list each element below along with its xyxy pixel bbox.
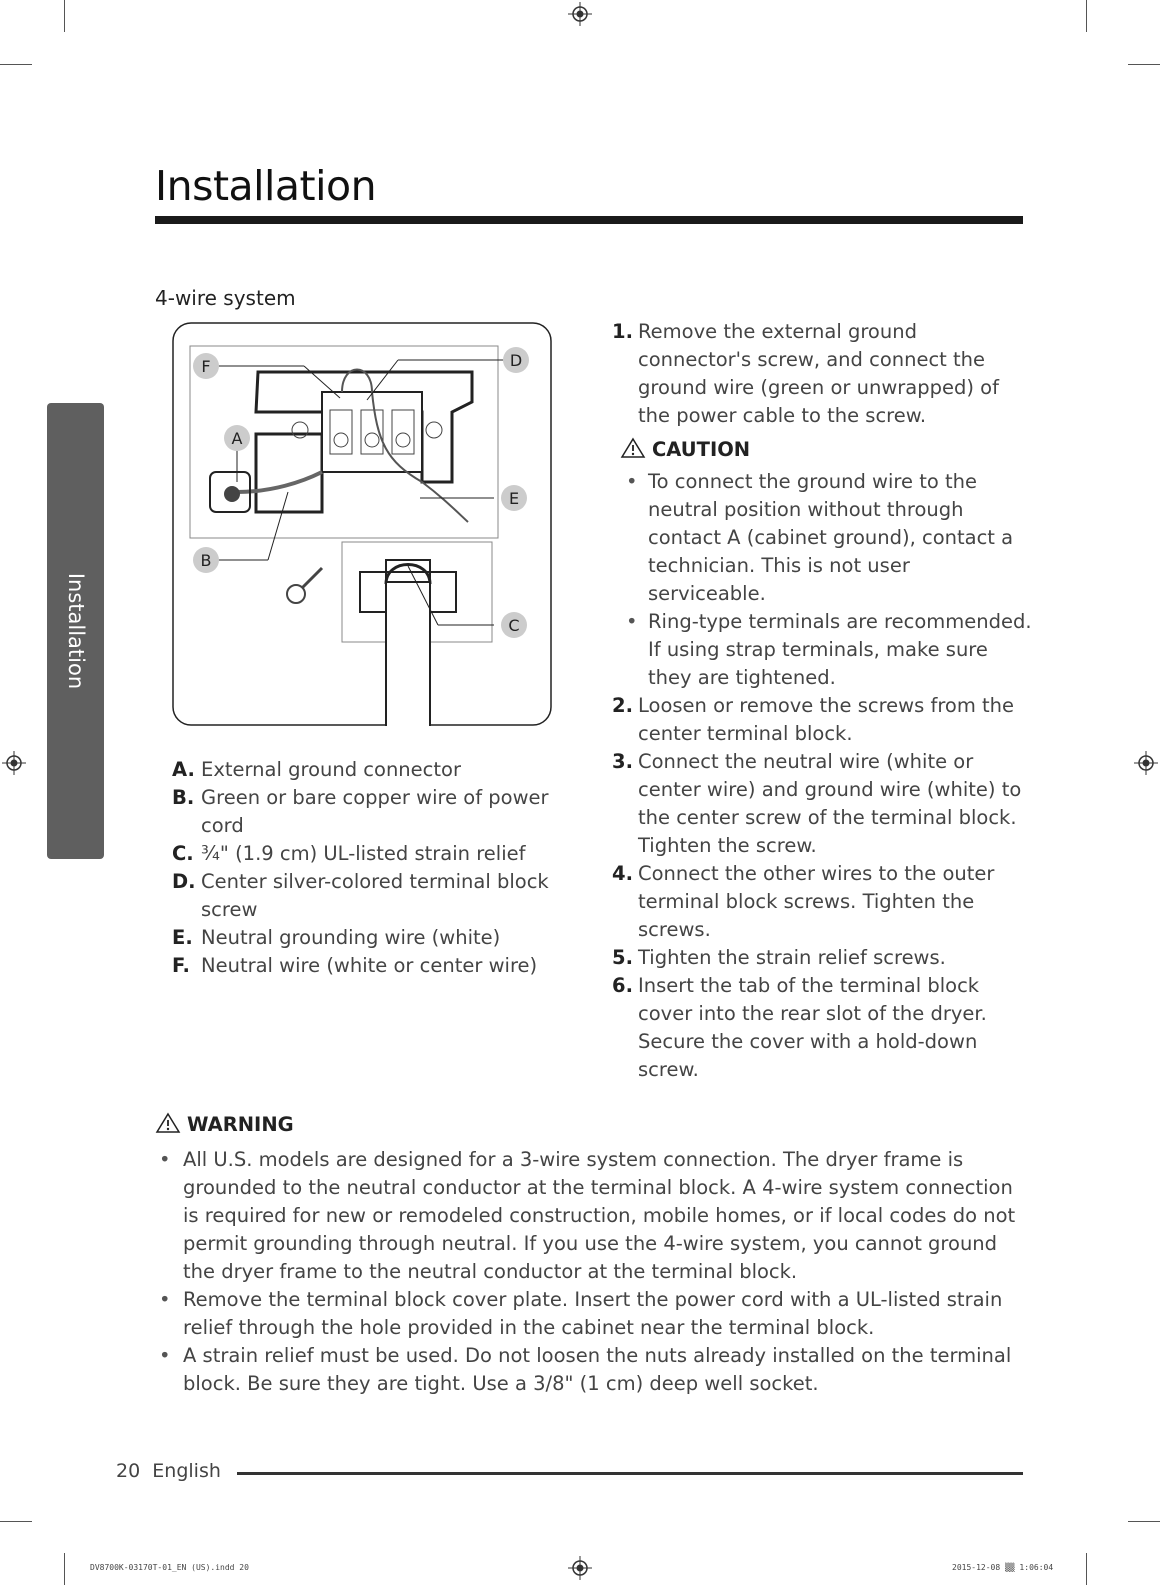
legend-item: B. Green or bare copper wire of power cord <box>172 786 549 837</box>
warning-item: • A strain relief must be used. Do not loosen the nuts already installed on the terminal block. Be sure they are tight. Use a 3/8" (1 cm) deep well socket. <box>155 1342 1025 1398</box>
diagram-label-f <box>193 353 219 379</box>
diagram-label-c <box>501 612 527 638</box>
wiring-diagram <box>172 322 552 726</box>
caution-heading: CAUTION <box>620 436 1032 464</box>
step-item: 5. Tighten the strain relief screws. <box>612 946 946 969</box>
legend-item: D. Center silver-colored terminal block screw <box>172 870 549 921</box>
registration-mark-top <box>568 2 592 26</box>
warning-item: • All U.S. models are designed for a 3-wire system connection. The dryer frame is grounded to the neutral conductor at the terminal block. A 4-wire system connection is required for new or remodeled construction, mobile homes, or if local codes do not permit grounding through neutral. If you use the 4-wire system, you cannot ground the dryer frame to the neutral conductor at the terminal block. <box>155 1146 1025 1286</box>
legend-item: A. External ground connector <box>172 758 461 781</box>
warning-triangle-icon <box>620 437 646 459</box>
footer-rule <box>237 1472 1023 1475</box>
svg-text:B: B <box>200 551 212 570</box>
page-number: 20 <box>116 1460 141 1482</box>
caution-item: • To connect the ground wire to the neutral position without through contact A (cabinet ground), contact a technician. This is not user serviceable. <box>620 468 1032 608</box>
svg-text:F: F <box>201 357 211 376</box>
legend-item: C. ¾" (1.9 cm) UL-listed strain relief <box>172 842 526 865</box>
page-title: Installation <box>155 162 377 210</box>
warning-heading: WARNING <box>155 1112 294 1136</box>
svg-text:D: D <box>509 351 523 370</box>
section-subheading: 4-wire system <box>155 286 296 310</box>
warning-item: • Remove the terminal block cover plate. Insert the power cord with a UL-listed strain relief through the hole provided in the cabinet near the terminal block. <box>155 1286 1025 1342</box>
svg-text:A: A <box>231 429 243 448</box>
diagram-label-d <box>503 347 529 373</box>
diagram-label-b <box>193 547 219 573</box>
caution-list <box>612 468 1032 692</box>
caution-item: • Ring-type terminals are recommended. If using strap terminals, make sure they are tightened. <box>620 608 1032 692</box>
title-rule <box>155 216 1023 224</box>
svg-text:C: C <box>508 616 520 635</box>
print-slug-left: DV8700K-03170T-01_EN (US).indd 20 <box>90 1563 249 1572</box>
diagram-label-e <box>501 485 527 511</box>
diagram-label-a <box>224 425 250 451</box>
step-item: 3. Connect the neutral wire (white or center wire) and ground wire (white) to the center screw of the terminal block. Tighten the screw. <box>612 750 1022 857</box>
side-tab[interactable] <box>47 403 104 859</box>
print-slug-right: 2015-12-08 ▒▒ 1:06:04 <box>952 1563 1054 1572</box>
footer-language: English <box>152 1460 221 1482</box>
svg-text:E: E <box>508 489 520 508</box>
step-item: 4. Connect the other wires to the outer terminal block screws. Tighten the screws. <box>612 862 995 941</box>
warning-triangle-icon <box>155 1112 181 1134</box>
legend-item: E. Neutral grounding wire (white) <box>172 926 501 949</box>
legend-item: F. Neutral wire (white or center wire) <box>172 954 538 977</box>
step-item: 6. Insert the tab of the terminal block cover into the rear slot of the dryer. Secure the cover with a hold-down screw. <box>612 974 987 1081</box>
diagram-legend <box>172 756 562 980</box>
installation-steps <box>612 318 1032 1084</box>
warning-list <box>155 1146 1025 1398</box>
registration-mark-bottom <box>568 1556 592 1580</box>
registration-mark-left <box>2 751 26 775</box>
registration-mark-right <box>1134 751 1158 775</box>
step-item: 2. Loosen or remove the screws from the center terminal block. <box>612 694 1015 745</box>
step-item: 1. Remove the external ground connector's screw, and connect the ground wire (green or unwrapped) of the power cable to the screw. <box>612 320 999 427</box>
side-tab-label: Installation <box>63 572 88 690</box>
footer-page-label <box>116 1460 221 1482</box>
